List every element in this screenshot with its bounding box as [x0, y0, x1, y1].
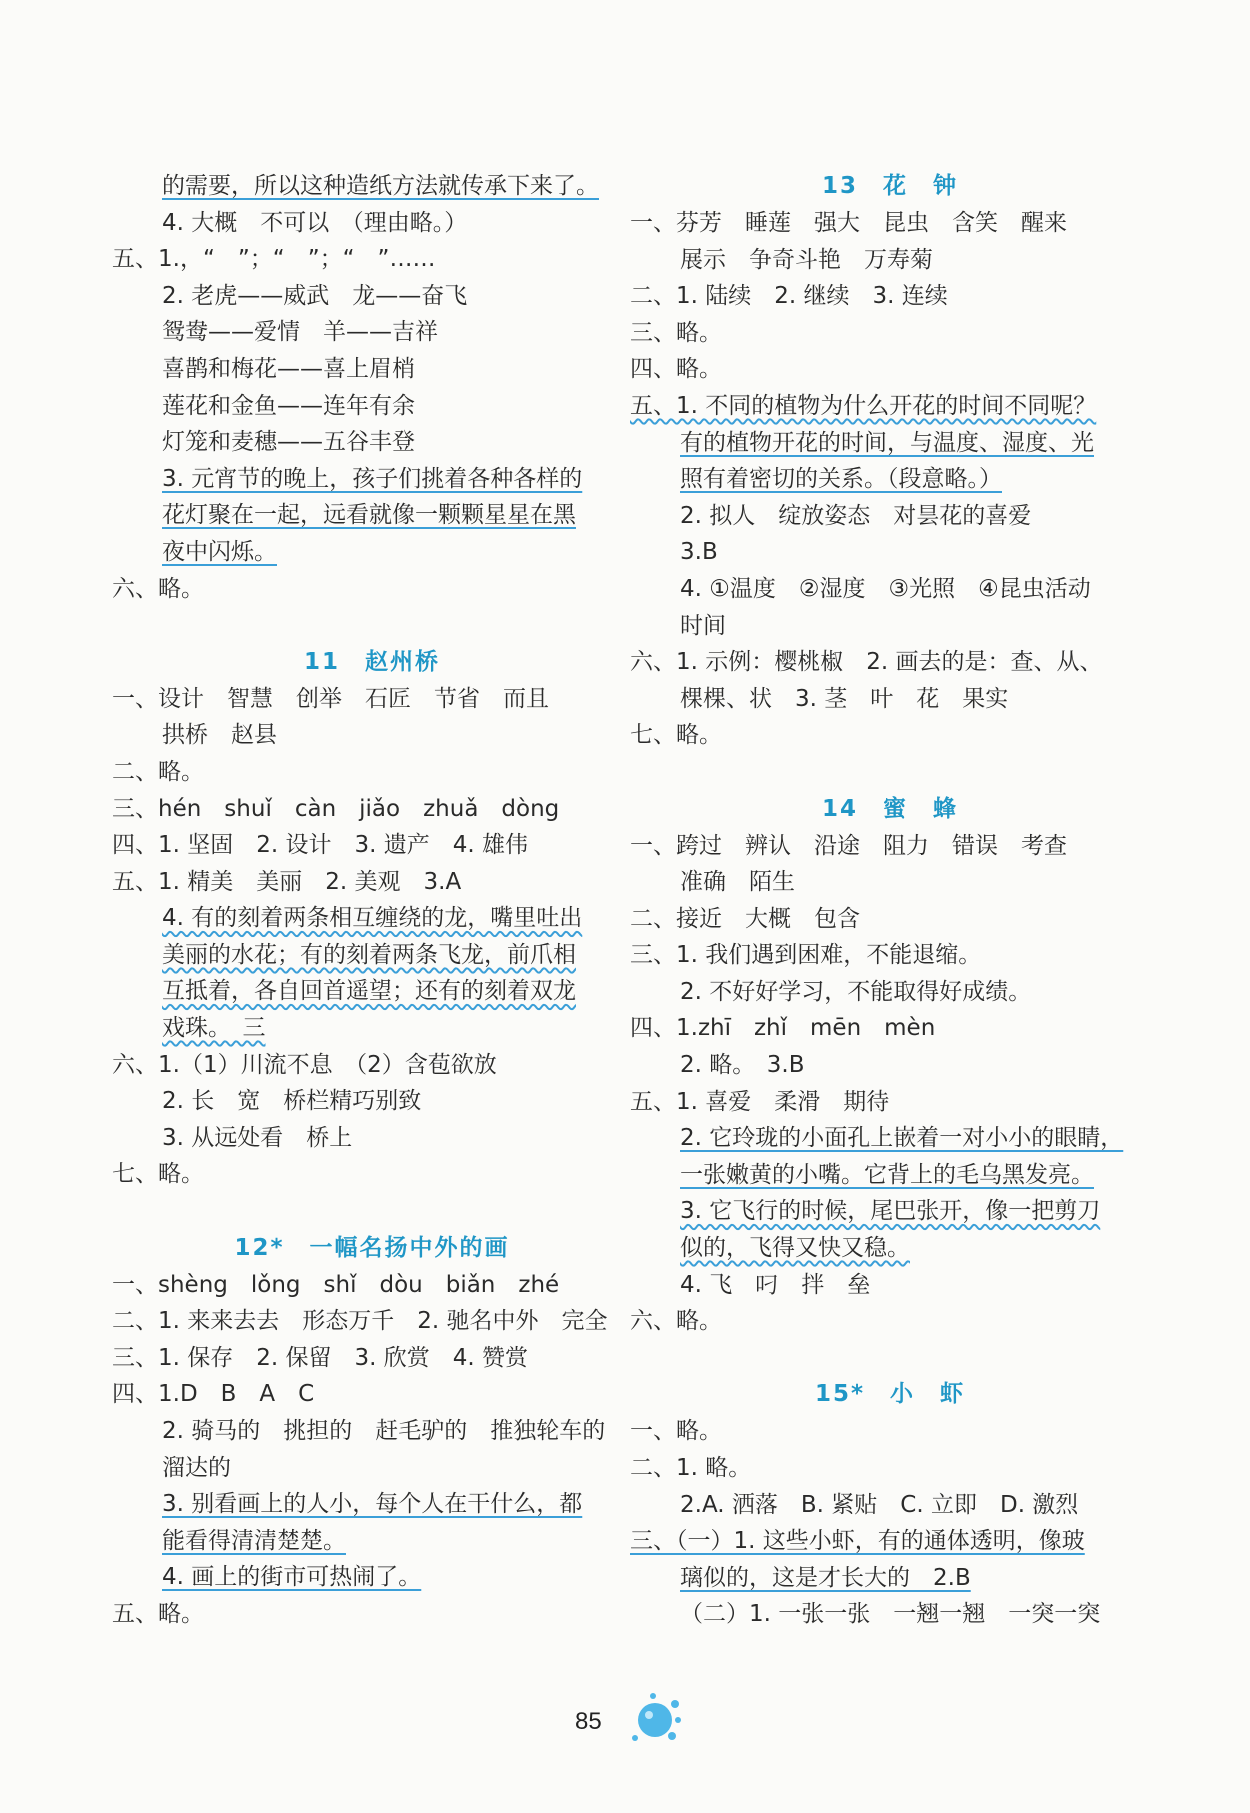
answer-line [630, 717, 1150, 754]
answer-line [630, 1267, 1150, 1304]
answer-text: 似的，飞得又快又稳。 [680, 1235, 910, 1262]
answer-text: 互抵着，各自回首遥望；还有的刻着双龙 [162, 978, 576, 1005]
answer-text: 四、略。 [630, 356, 722, 383]
answer-text: 能看得清清楚楚。 [162, 1527, 346, 1554]
answer-text: 美丽的水花；有的刻着两条飞龙，前爪相 [162, 941, 576, 968]
answer-line [630, 1523, 1150, 1560]
answer-line [112, 168, 632, 205]
answer-text: 七、略。 [630, 722, 722, 749]
answer-text: 时间 [680, 612, 726, 639]
answer-text: 拱桥 赵县 [162, 722, 277, 749]
answer-text: 一、芬芳 睡莲 强大 昆虫 含笑 醒来 [630, 210, 1067, 236]
answer-line [112, 900, 632, 937]
answer-text: 棵棵、状 3. 茎 叶 花 果实 [680, 685, 1009, 712]
answer-line [112, 1486, 632, 1523]
right-column [630, 168, 1150, 1633]
answer-line [630, 974, 1150, 1011]
lesson-heading: 15* 小 虾 [814, 1381, 966, 1408]
answer-line [630, 205, 1150, 242]
answer-text: 夜中闪烁。 [162, 538, 277, 565]
answer-line [630, 644, 1150, 681]
answer-line [630, 534, 1150, 571]
answer-line [630, 1487, 1150, 1524]
answer-text: 3. 从远处看 桥上 [162, 1124, 353, 1151]
answer-text: 一张嫩黄的小嘴。它背上的毛乌黑发亮。 [680, 1161, 1094, 1188]
answer-line [630, 1450, 1150, 1487]
answer-text: 三、略。 [630, 319, 722, 346]
answer-text: 二、1. 略。 [630, 1455, 752, 1481]
answer-text: 三、hén shuǐ càn jiǎo zhuǎ dòng [112, 795, 560, 822]
answer-text: 一、略。 [630, 1418, 722, 1445]
answer-text: 照有着密切的关系。（段意略。） [680, 466, 1002, 493]
page-number: 85 [575, 1708, 602, 1735]
answer-line [112, 827, 632, 864]
answer-line [112, 717, 632, 754]
answer-text: 二、略。 [112, 758, 204, 785]
water-splash-icon [625, 1690, 685, 1746]
answer-line [112, 461, 632, 498]
answer-line [630, 828, 1150, 865]
answer-text: 2. 老虎——威武 龙——奋飞 [162, 282, 468, 309]
answer-line [630, 1413, 1150, 1450]
answer-line [112, 937, 632, 974]
answer-text: 七、略。 [112, 1161, 204, 1188]
answer-line [112, 1010, 632, 1047]
answer-text: 3.B [680, 539, 718, 566]
answer-line [112, 497, 632, 534]
answer-text: 三、（一）1. 这些小虾，有的通体透明，像玻 [630, 1528, 1085, 1555]
answer-line [630, 1230, 1150, 1267]
answer-text: 二、1. 来来去去 形态万千 2. 驰名中外 完全 [112, 1308, 608, 1335]
answer-text: 六、略。 [112, 575, 204, 602]
answer-text: 六、略。 [630, 1308, 722, 1335]
answer-text: 2. 略。 3.B [680, 1052, 805, 1079]
spacer [630, 1340, 1150, 1377]
answer-text: 五、1. 不同的植物为什么开花的时间不同呢？ [630, 392, 1097, 419]
answer-text: 三、1. 我们遇到困难，不能退缩。 [630, 942, 982, 969]
answer-text: 一、shèng lǒng shǐ dòu biǎn zhé [112, 1271, 560, 1298]
answer-line [630, 864, 1150, 901]
answer-line [112, 351, 632, 388]
answer-text: 4. ①温度 ②湿度 ③光照 ④昆虫活动 [680, 575, 1091, 602]
answer-line [112, 571, 632, 608]
answer-text: 的需要，所以这种造纸方法就传承下来了。 [162, 173, 599, 199]
answer-line [630, 388, 1150, 425]
answer-text: 六、1.（1）川流不息 （2）含苞欲放 [112, 1051, 497, 1078]
answer-line [112, 1376, 632, 1413]
answer-text: 三、1. 保存 2. 保留 3. 欣赏 4. 赞赏 [112, 1344, 529, 1371]
answer-line [630, 1157, 1150, 1194]
answer-line [630, 681, 1150, 718]
answer-line [630, 1084, 1150, 1121]
answer-text: 五、略。 [112, 1600, 204, 1627]
answer-line [630, 351, 1150, 388]
answer-text: 2. 骑马的 挑担的 赶毛驴的 推独轮车的 [162, 1418, 606, 1444]
answer-line [630, 1010, 1150, 1047]
answer-text: 4. 画上的街市可热闹了。 [162, 1564, 422, 1591]
answer-text: 4. 飞 叼 拌 垒 [680, 1271, 871, 1298]
answer-line [630, 425, 1150, 462]
answer-text: 4. 大概 不可以 （理由略。） [162, 209, 468, 236]
answer-line [630, 498, 1150, 535]
answer-text: （二）1. 一张一张 一翘一翘 一突一突 [680, 1601, 1101, 1628]
answer-line [112, 1120, 632, 1157]
answer-line [112, 534, 632, 571]
answer-line [112, 1596, 632, 1633]
spacer [112, 607, 632, 644]
answer-line [630, 242, 1150, 279]
answer-text: 一、设计 智慧 创举 石匠 节省 而且 [112, 685, 549, 712]
answer-line [112, 278, 632, 315]
answer-text: 溜达的 [162, 1454, 231, 1481]
answer-text: 灯笼和麦穗——五谷丰登 [162, 429, 415, 456]
answer-line [112, 205, 632, 242]
answer-text: 2.A. 洒落 B. 紧贴 C. 立即 D. 激烈 [680, 1491, 1079, 1518]
answer-line [112, 1156, 632, 1193]
answer-line [630, 315, 1150, 352]
left-column [112, 168, 632, 1633]
answer-text: 璃似的，这是才长大的 2.B [680, 1564, 971, 1591]
answer-line [630, 937, 1150, 974]
answer-text: 2. 长 宽 桥栏精巧别致 [162, 1088, 422, 1115]
answer-line [630, 1120, 1150, 1157]
answer-text: 3. 元宵节的晚上，孩子们挑着各种各样的 [162, 465, 583, 492]
lesson-heading: 12* 一幅名扬中外的画 [234, 1234, 510, 1261]
answer-line [630, 901, 1150, 938]
answer-text: 准确 陌生 [680, 869, 795, 896]
answer-line [112, 973, 632, 1010]
lesson-heading: 14 蜜 蜂 [821, 795, 958, 822]
answer-line [112, 241, 632, 278]
answer-text: 3. 它飞行的时候，尾巴张开，像一把剪刀 [680, 1198, 1101, 1225]
answer-text: 二、接近 大概 包含 [630, 905, 860, 932]
answer-text: 莲花和金鱼——连年有余 [162, 392, 415, 419]
answer-text: 四、1. 坚固 2. 设计 3. 遗产 4. 雄伟 [112, 832, 529, 859]
answer-line [630, 1193, 1150, 1230]
answer-line [630, 461, 1150, 498]
answer-line [630, 571, 1150, 608]
answer-line [112, 1559, 632, 1596]
answer-text: 2. 拟人 绽放姿态 对昙花的喜爱 [680, 502, 1032, 529]
answer-line [630, 278, 1150, 315]
answer-line [112, 1047, 632, 1084]
answer-text: 戏珠。 三 [162, 1015, 266, 1042]
answer-line [112, 1523, 632, 1560]
answer-line [112, 1340, 632, 1377]
answer-text: 四、1.zhī zhǐ mēn mèn [630, 1015, 936, 1042]
answer-text: 五、1. 喜爱 柔滑 期待 [630, 1088, 890, 1115]
answer-line [112, 1413, 632, 1450]
lesson-heading: 13 花 钟 [821, 173, 958, 199]
answer-line [112, 388, 632, 425]
answer-text: 2. 不好好学习，不能取得好成绩。 [680, 978, 1032, 1005]
spacer [112, 1193, 632, 1230]
answer-text: 一、跨过 辨认 沿途 阻力 错误 考查 [630, 832, 1067, 859]
answer-line [112, 681, 632, 718]
answer-text: 3. 别看画上的人小，每个人在干什么，都 [162, 1491, 583, 1518]
answer-line [630, 1047, 1150, 1084]
answer-line [630, 1303, 1150, 1340]
answer-line [112, 1083, 632, 1120]
lesson-heading: 11 赵州桥 [303, 648, 440, 675]
answer-text: 鸳鸯——爱情 羊——吉祥 [162, 319, 438, 346]
answer-text: 六、1. 示例：樱桃椒 2. 画去的是：查、从、 [630, 649, 1103, 676]
answer-line [112, 1267, 632, 1304]
answer-text: 4. 有的刻着两条相互缠绕的龙，嘴里吐出 [162, 905, 583, 932]
answer-line [112, 754, 632, 791]
answer-line [112, 424, 632, 461]
answer-line [112, 314, 632, 351]
answer-line [630, 1560, 1150, 1597]
answer-line [112, 1303, 632, 1340]
answer-text: 有的植物开花的时间，与温度、湿度、光 [680, 429, 1094, 456]
answer-text: 花灯聚在一起，远看就像一颗颗星星在黑 [162, 502, 576, 529]
answer-line [630, 608, 1150, 645]
answer-text: 五、1. 精美 美丽 2. 美观 3.A [112, 868, 462, 895]
answer-text: 五、1.，“ ”；“ ”；“ ”…… [112, 246, 436, 273]
answer-text: 四、1.D B A C [112, 1381, 315, 1408]
spacer [630, 754, 1150, 791]
answer-text: 2. 它玲珑的小面孔上嵌着一对小小的眼睛， [680, 1125, 1124, 1152]
answer-line [112, 864, 632, 901]
answer-text: 喜鹊和梅花——喜上眉梢 [162, 355, 415, 382]
answer-line [630, 1596, 1150, 1633]
answer-text: 二、1. 陆续 2. 继续 3. 连续 [630, 283, 948, 310]
answer-text: 展示 争奇斗艳 万寿菊 [680, 246, 933, 273]
answer-line [112, 1450, 632, 1487]
answer-line [112, 791, 632, 828]
